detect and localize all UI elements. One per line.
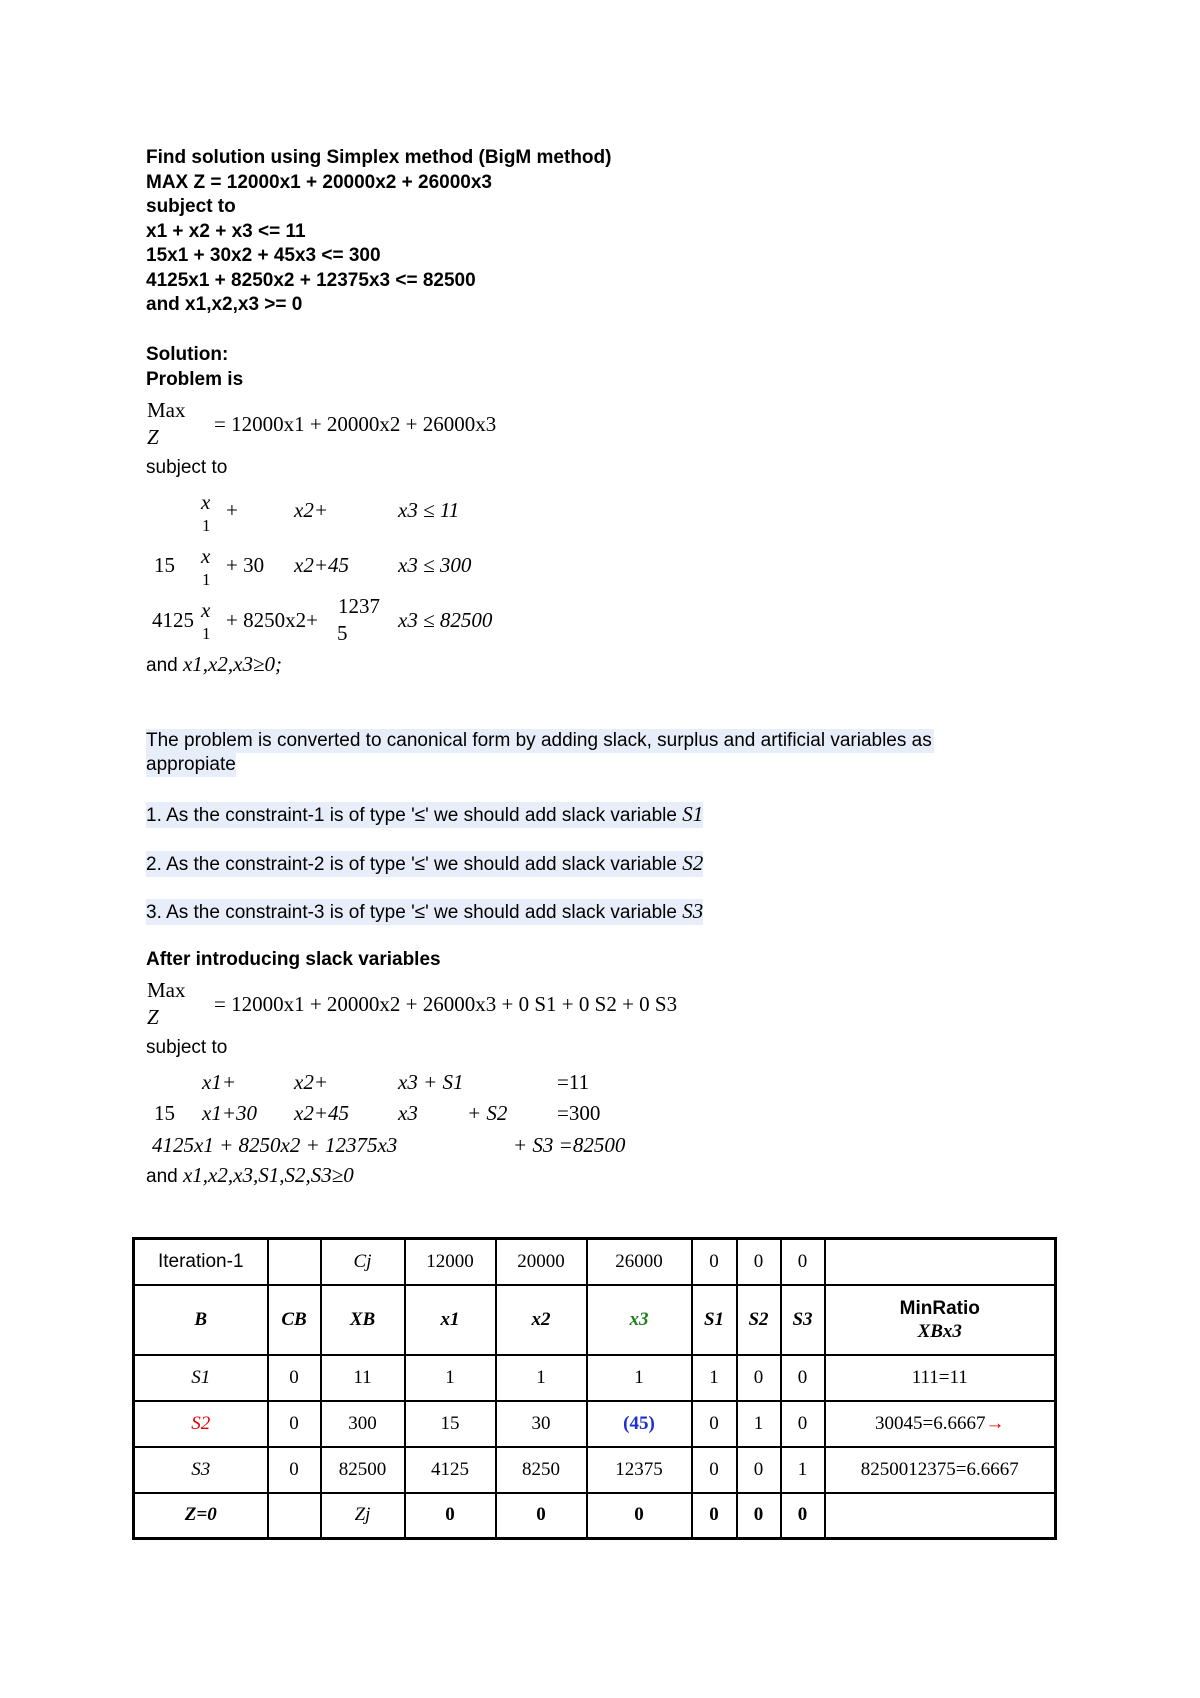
- r2-x3: x3: [398, 1101, 418, 1125]
- row-cb: 0: [268, 1447, 321, 1493]
- after-subject-to: subject to: [146, 1037, 228, 1058]
- c2-plus: + 30: [226, 553, 265, 577]
- r2-coef: 15: [154, 1101, 175, 1125]
- table-row: [134, 1447, 1056, 1493]
- header-minratio: [825, 1285, 1056, 1355]
- header-s1: S1: [692, 1285, 737, 1355]
- c2-coef: 15: [154, 553, 175, 577]
- row-basis: S3: [134, 1447, 268, 1493]
- cj-s1: 0: [692, 1239, 737, 1285]
- minratio-label: MinRatio: [899, 1297, 980, 1319]
- problem-title: Find solution using Simplex method (BigM method): [146, 147, 612, 168]
- after-max-label: Max: [147, 978, 186, 1002]
- row-s1: 0: [692, 1447, 737, 1493]
- zj-x2: 0: [496, 1493, 587, 1539]
- simplex-tableau: [132, 1237, 1057, 1540]
- c2-x2: x2+45: [294, 553, 349, 577]
- constraint-1-line: x1 + x2 + x3 <= 11: [146, 220, 306, 242]
- header-x3-entering: x3: [587, 1285, 692, 1355]
- r1-x1: x1+: [202, 1070, 236, 1094]
- z-value: Z=0: [134, 1493, 268, 1539]
- objective-line: MAX Z = 12000x1 + 20000x2 + 26000x3: [146, 171, 492, 193]
- header-xb: XB: [321, 1285, 405, 1355]
- table-row: [134, 1401, 1056, 1447]
- max-label: Max: [147, 398, 186, 422]
- row-s3: 0: [781, 1355, 825, 1401]
- table-row: [134, 1355, 1056, 1401]
- c1-plus: +: [226, 498, 238, 522]
- cj-x1: 12000: [405, 1239, 496, 1285]
- canonical-step-3: 3. As the constraint-3 is of type '≤' we should add slack variable S3: [146, 899, 704, 923]
- constraint-3-line: 4125x1 + 8250x2 + 12375x3 <= 82500: [146, 269, 476, 291]
- c2-x3: x3 ≤ 300: [398, 553, 472, 577]
- row-s1: 0: [692, 1401, 737, 1447]
- r1-rhs: =11: [557, 1070, 590, 1094]
- c1-x1-bottom: 1: [202, 516, 211, 535]
- row-xb: 82500: [321, 1447, 405, 1493]
- empty-cell: [268, 1239, 321, 1285]
- r1-x2: x2+: [294, 1070, 328, 1094]
- row-ratio: 8250012375=6.6667: [825, 1447, 1056, 1493]
- r2-s2: + S2: [467, 1101, 508, 1125]
- row-x1: 15: [405, 1401, 496, 1447]
- zj-s3: 0: [781, 1493, 825, 1539]
- row-basis-leaving: S2: [134, 1401, 268, 1447]
- row-x1: 4125: [405, 1447, 496, 1493]
- r2-x2: x2+45: [294, 1101, 349, 1125]
- nonnegativity-solution: and x1,x2,x3≥0;: [146, 652, 282, 676]
- c3-frac-bottom: 5: [337, 621, 348, 645]
- cj-s2: 0: [737, 1239, 781, 1285]
- header-x2: x2: [496, 1285, 587, 1355]
- row-s2: 0: [737, 1447, 781, 1493]
- zj-x3: 0: [587, 1493, 692, 1539]
- r2-x1: x1+30: [202, 1101, 257, 1125]
- row-ratio: 111=11: [825, 1355, 1056, 1401]
- row-basis: S1: [134, 1355, 268, 1401]
- header-s2: S2: [737, 1285, 781, 1355]
- nonnegativity-line: and x1,x2,x3 >= 0: [146, 294, 303, 315]
- header-b: B: [134, 1285, 268, 1355]
- constraint-2-line: 15x1 + 30x2 + 45x3 <= 300: [146, 245, 381, 266]
- c2-x1-bottom: 1: [202, 570, 211, 589]
- row-x1: 1: [405, 1355, 496, 1401]
- row-xb: 300: [321, 1401, 405, 1447]
- c3-x1-bottom: 1: [202, 624, 211, 643]
- row-s3: 0: [781, 1401, 825, 1447]
- row-s3: 1: [781, 1447, 825, 1493]
- zj-x1: 0: [405, 1493, 496, 1539]
- row-s1: 1: [692, 1355, 737, 1401]
- empty-cell: [825, 1239, 1056, 1285]
- row-cb: 0: [268, 1355, 321, 1401]
- r3-s3: + S3 =82500: [513, 1133, 626, 1157]
- canonical-step-1: 1. As the constraint-1 is of type '≤' we should add slack variable S1: [146, 802, 704, 826]
- canonical-intro: The problem is converted to canonical form by adding slack, surplus and artificial variables as appropiate: [146, 730, 932, 775]
- after-nonnegativity: and x1,x2,x3,S1,S2,S3≥0: [146, 1163, 354, 1187]
- after-slack-title: After introducing slack variables: [146, 949, 441, 970]
- c3-plus: + 8250x2+: [226, 608, 318, 632]
- r3-lhs: 4125x1 + 8250x2 + 12375x3: [152, 1133, 398, 1157]
- c1-x2: x2+: [294, 498, 328, 522]
- solution-label: Solution:: [146, 344, 229, 365]
- header-cb: CB: [268, 1285, 321, 1355]
- empty-cell: [825, 1493, 1056, 1539]
- objective-function: = 12000x1 + 20000x2 + 26000x3: [214, 412, 497, 436]
- header-x1: x1: [405, 1285, 496, 1355]
- cj-s3: 0: [781, 1239, 825, 1285]
- row-x2: 30: [496, 1401, 587, 1447]
- subject-to-label: subject to: [146, 457, 228, 478]
- zj-s2: 0: [737, 1493, 781, 1539]
- row-x2: 8250: [496, 1447, 587, 1493]
- row-ratio: 30045=6.6667→: [825, 1401, 1056, 1447]
- header-row: [134, 1285, 1056, 1355]
- canonical-step-2: 2. As the constraint-2 is of type '≤' we should add slack variable S2: [146, 851, 704, 875]
- c1-x1-top: x: [201, 490, 211, 514]
- c3-coef: 4125: [152, 608, 194, 632]
- minratio-sub: XBx3: [917, 1320, 962, 1342]
- c1-x3: x3 ≤ 11: [398, 498, 460, 522]
- leaving-arrow-icon: →: [985, 1412, 1005, 1434]
- row-s2: 0: [737, 1355, 781, 1401]
- header-s3: S3: [781, 1285, 825, 1355]
- subject-to-line: subject to: [146, 196, 236, 217]
- row-x3: 12375: [587, 1447, 692, 1493]
- zj-row: [134, 1493, 1056, 1539]
- row-xb: 11: [321, 1355, 405, 1401]
- problem-is-label: Problem is: [146, 369, 244, 390]
- z-label: Z: [147, 425, 159, 449]
- zj-label: Zj: [321, 1493, 405, 1539]
- cj-row: [134, 1239, 1056, 1285]
- problem-statement: [146, 146, 611, 318]
- c3-frac-top: 1237: [338, 594, 380, 618]
- zj-s1: 0: [692, 1493, 737, 1539]
- c2-x1-top: x: [201, 544, 211, 568]
- c3-x1-top: x: [201, 598, 211, 622]
- after-z-label: Z: [147, 1005, 159, 1029]
- row-x3: 1: [587, 1355, 692, 1401]
- cj-x3: 26000: [587, 1239, 692, 1285]
- r2-rhs: =300: [557, 1101, 601, 1125]
- cj-label: Cj: [321, 1239, 405, 1285]
- after-objective: = 12000x1 + 20000x2 + 26000x3 + 0 S1 + 0 S2 + 0 S3: [214, 992, 678, 1016]
- cj-x2: 20000: [496, 1239, 587, 1285]
- r1-x3: x3 + S1: [398, 1070, 464, 1094]
- row-x2: 1: [496, 1355, 587, 1401]
- iteration-label: Iteration-1: [134, 1239, 268, 1285]
- empty-cell: [268, 1493, 321, 1539]
- c3-x3: x3 ≤ 82500: [398, 608, 493, 632]
- row-cb: 0: [268, 1401, 321, 1447]
- pivot-element: (45): [587, 1401, 692, 1447]
- row-s2: 1: [737, 1401, 781, 1447]
